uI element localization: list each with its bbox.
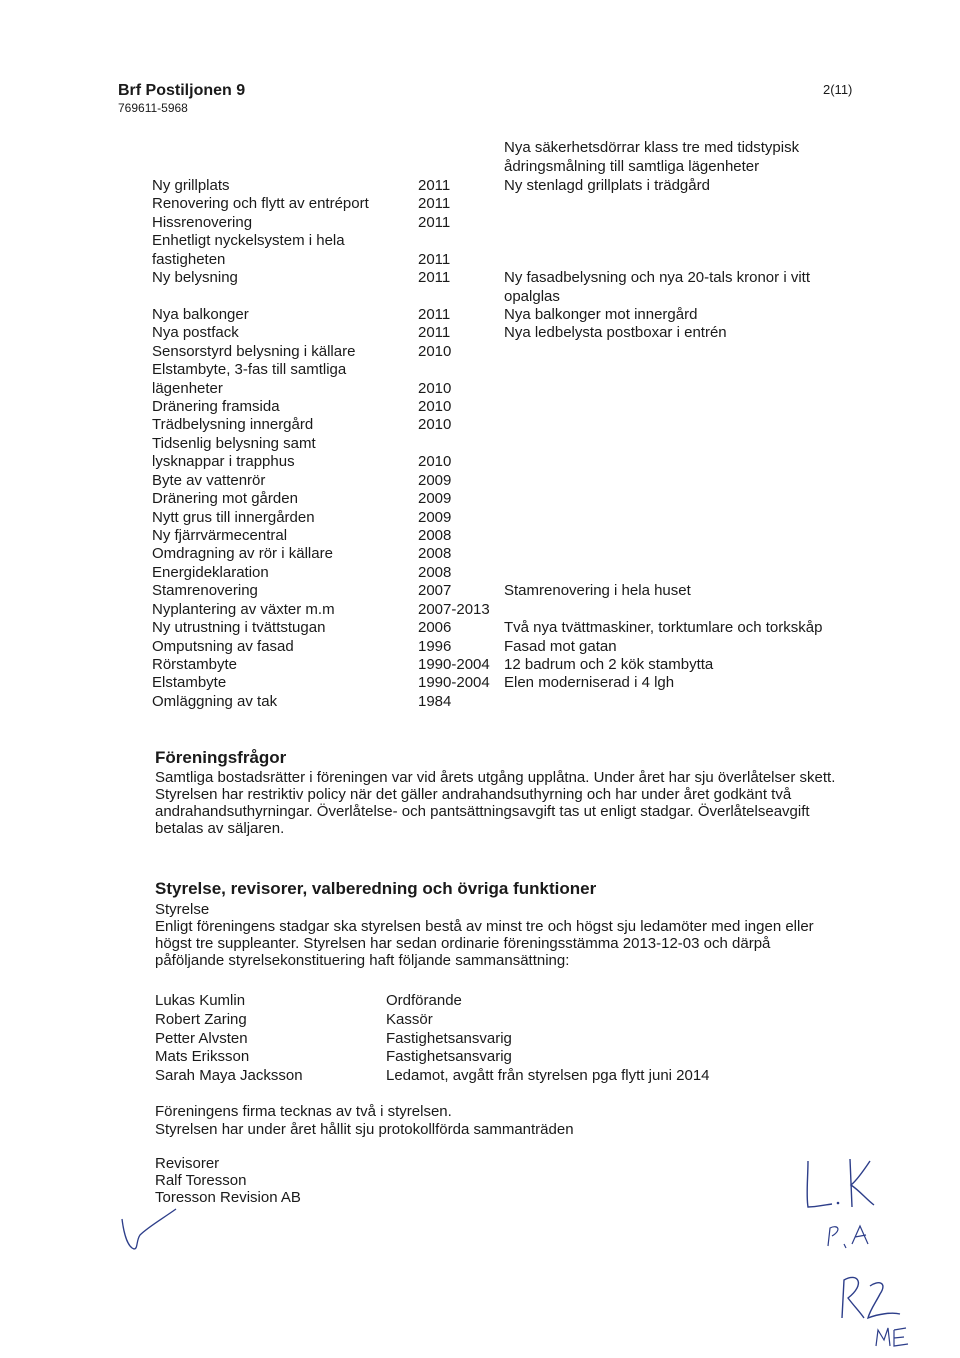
maintenance-note: 12 badrum och 2 kök stambytta [504, 656, 714, 673]
board-member-role: Fastighetsansvarig [386, 1048, 512, 1065]
maintenance-note: Två nya tvättmaskiner, torktumlare och torkskåp [504, 619, 823, 636]
maintenance-year: 2007-2013 [418, 601, 490, 618]
maintenance-note: opalglas [504, 288, 560, 305]
board-member-name: Robert Zaring [155, 1011, 247, 1028]
maintenance-year: 2011 [418, 177, 451, 194]
maintenance-year: 1990-2004 [418, 674, 490, 691]
maintenance-year: 1990-2004 [418, 656, 490, 673]
maintenance-year: 2011 [418, 214, 451, 231]
handwritten-initials-rz-me [836, 1272, 912, 1352]
maintenance-item: Tidsenlig belysning samt [152, 435, 316, 452]
handwritten-initials-lk [800, 1155, 880, 1215]
maintenance-year: 2008 [418, 527, 452, 544]
maintenance-item: Ny belysning [152, 269, 238, 286]
maintenance-item: Ny fjärrvärmecentral [152, 527, 288, 544]
maintenance-item: Dränering framsida [152, 398, 280, 415]
top-note-line-2: ådringsmålning till samtliga lägenheter [504, 158, 760, 175]
maintenance-year: 1996 [418, 638, 452, 655]
revisorer-heading: Revisorer [155, 1155, 220, 1172]
board-member-role: Fastighetsansvarig [386, 1030, 512, 1047]
maintenance-item: Elstambyte, 3-fas till samtliga [152, 361, 347, 378]
maintenance-item: Elstambyte [152, 674, 227, 691]
org-name: Brf Postiljonen 9 [118, 82, 246, 99]
maintenance-year: 2009 [418, 490, 452, 507]
auditor-firm: Toresson Revision AB [155, 1189, 301, 1206]
styrelse-subheading: Styrelse [155, 901, 210, 918]
maintenance-year: 2009 [418, 509, 452, 526]
maintenance-item: Nytt grus till innergården [152, 509, 315, 526]
board-member-role: Ordförande [386, 992, 462, 1009]
maintenance-item: Ny utrustning i tvättstugan [152, 619, 326, 636]
maintenance-year: 2010 [418, 380, 452, 397]
board-member-role: Kassör [386, 1011, 433, 1028]
handwritten-checkmark [118, 1205, 180, 1255]
text-line: högst tre suppleanter. Styrelsen har sedan ordinarie föreningsstämma 2013-12-03 och därpå [155, 935, 771, 952]
page-number: 2(11) [823, 82, 853, 97]
maintenance-year: 2008 [418, 564, 452, 581]
text-line: betalas av säljaren. [155, 820, 285, 837]
meetings-note: Styrelsen har under året hållit sju protokollförda sammanträden [155, 1121, 574, 1138]
maintenance-note: Elen moderniserad i 4 lgh [504, 674, 675, 691]
maintenance-year: 2008 [418, 545, 452, 562]
maintenance-year: 2010 [418, 416, 452, 433]
maintenance-item: lysknappar i trapphus [152, 453, 295, 470]
maintenance-note: Stamrenovering i hela huset [504, 582, 691, 599]
maintenance-item: Sensorstyrd belysning i källare [152, 343, 356, 360]
maintenance-note: Nya balkonger mot innergård [504, 306, 698, 323]
maintenance-year: 2010 [418, 398, 452, 415]
maintenance-item: Omputsning av fasad [152, 638, 294, 655]
maintenance-item: Omläggning av tak [152, 693, 278, 710]
maintenance-year: 2011 [418, 195, 451, 212]
auditor-name: Ralf Toresson [155, 1172, 247, 1189]
maintenance-note: Ny fasadbelysning och nya 20-tals kronor i vitt [504, 269, 810, 286]
maintenance-year: 2009 [418, 472, 452, 489]
maintenance-item: lägenheter [152, 380, 223, 397]
maintenance-note: Fasad mot gatan [504, 638, 617, 655]
maintenance-item: Energideklaration [152, 564, 269, 581]
signing-rule: Föreningens firma tecknas av två i styrelsen. [155, 1103, 452, 1120]
text-line: Enligt föreningens stadgar ska styrelsen bestå av minst tre och högst sju ledamöter med ingen eller [155, 918, 814, 935]
maintenance-note: Ny stenlagd grillplats i trädgård [504, 177, 710, 194]
styrelse-heading: Styrelse, revisorer, valberedning och övriga funktioner [155, 879, 597, 898]
maintenance-item: fastigheten [152, 251, 226, 268]
maintenance-item: Dränering mot gården [152, 490, 298, 507]
top-note-line-1: Nya säkerhetsdörrar klass tre med tidstypisk [504, 139, 800, 156]
maintenance-year: 2010 [418, 453, 452, 470]
foreningsfragor-text [155, 769, 855, 837]
maintenance-year: 2011 [418, 251, 451, 268]
maintenance-item: Trädbelysning innergård [152, 416, 314, 433]
maintenance-year: 2011 [418, 306, 451, 323]
maintenance-item: Nya balkonger [152, 306, 249, 323]
maintenance-item: Hissrenovering [152, 214, 253, 231]
board-member-name: Petter Alvsten [155, 1030, 248, 1047]
board-member-name: Lukas Kumlin [155, 992, 246, 1009]
text-line: Styrelsen har restriktiv policy när det gäller andrahandsuthyrning och har under året godkänt två [155, 786, 792, 803]
maintenance-item: Omdragning av rör i källare [152, 545, 333, 562]
maintenance-item: Ny grillplats [152, 177, 230, 194]
maintenance-item: Stamrenovering [152, 582, 258, 599]
board-member-name: Sarah Maya Jacksson [155, 1067, 303, 1084]
maintenance-item: Nyplantering av växter m.m [152, 601, 335, 618]
handwritten-initials-pa [822, 1220, 878, 1252]
org-number: 769611-5968 [118, 101, 188, 115]
maintenance-item: Enhetligt nyckelsystem i hela [152, 232, 345, 249]
maintenance-year: 2010 [418, 343, 452, 360]
maintenance-item: Byte av vattenrör [152, 472, 266, 489]
text-line: andrahandsuthyrningar. Överlåtelse- och pantsättningsavgift tas ut enligt stadgar. Överlåtelseavgift [155, 803, 810, 820]
maintenance-item: Nya postfack [152, 324, 239, 341]
maintenance-year: 2006 [418, 619, 452, 636]
maintenance-year: 1984 [418, 693, 452, 710]
maintenance-year: 2011 [418, 324, 451, 341]
text-line: påföljande styrelsekonstituering haft följande sammansättning: [155, 952, 570, 969]
board-member-role: Ledamot, avgått från styrelsen pga flytt juni 2014 [386, 1067, 710, 1084]
maintenance-item: Renovering och flytt av entréport [152, 195, 369, 212]
maintenance-year: 2011 [418, 269, 451, 286]
maintenance-year: 2007 [418, 582, 452, 599]
board-member-name: Mats Eriksson [155, 1048, 250, 1065]
maintenance-item: Rörstambyte [152, 656, 238, 673]
maintenance-note: Nya ledbelysta postboxar i entrén [504, 324, 727, 341]
styrelse-text [155, 901, 855, 969]
text-line: Samtliga bostadsrätter i föreningen var vid årets utgång upplåtna. Under året har sju överlåtelser skett. [155, 769, 836, 786]
foreningsfragor-heading: Föreningsfrågor [155, 748, 287, 767]
